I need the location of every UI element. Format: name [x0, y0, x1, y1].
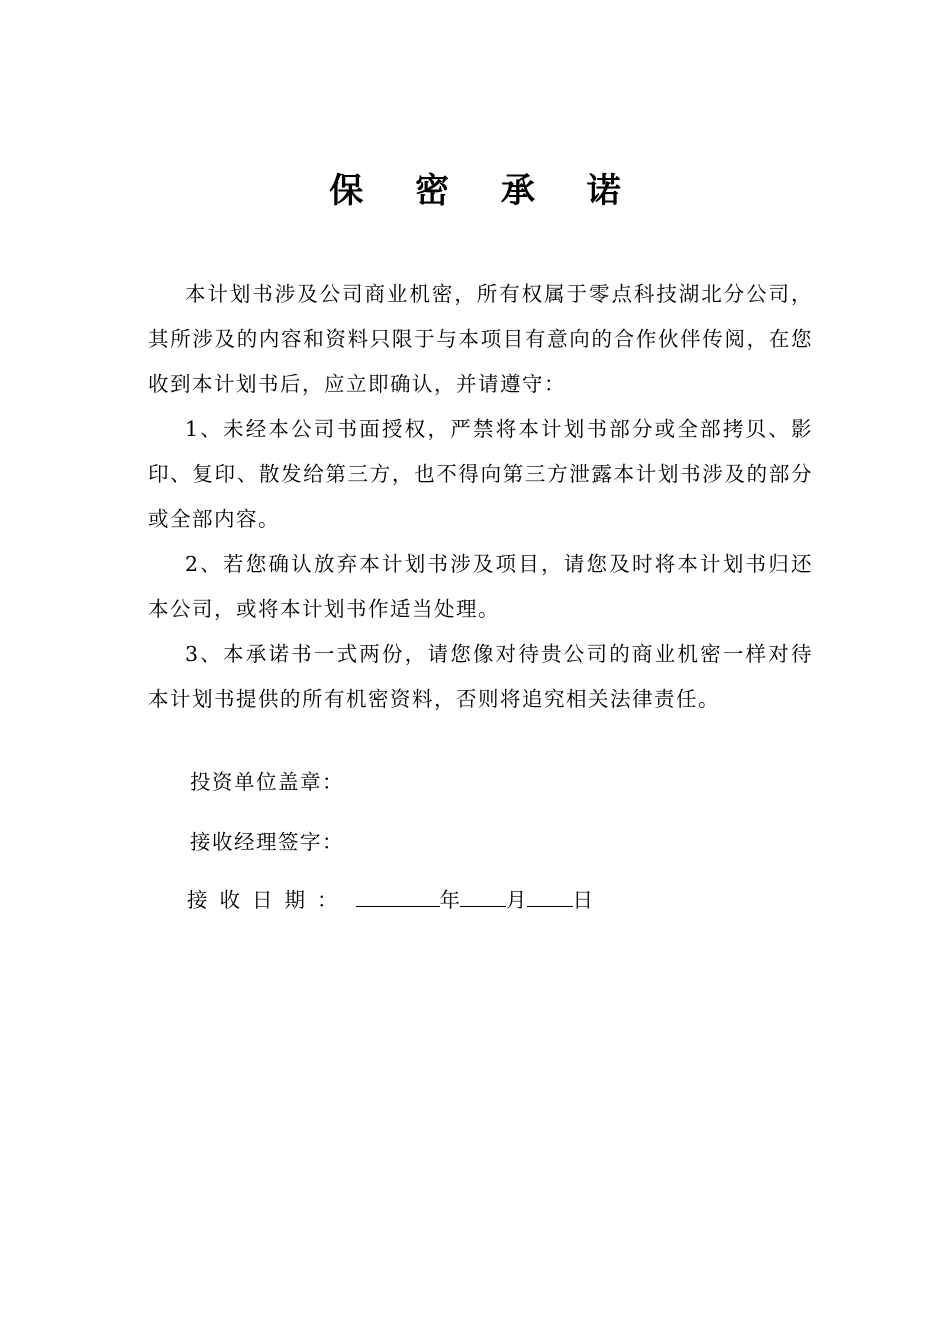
clause-3-paragraph: 3、本承诺书一式两份，请您像对待贵公司的商业机密一样对待本计划书提供的所有机密资料，否则将追究相关法律责任。: [148, 642, 813, 711]
receipt-date-line: [187, 882, 593, 918]
clause-1-paragraph: 1、未经本公司书面授权，严禁将本计划书部分或全部拷贝、影印、复印、散发给第三方，也不得向第三方泄露本计划书涉及的部分或全部内容。: [148, 417, 813, 531]
clause-2-paragraph: 2、若您确认放弃本计划书涉及项目，请您及时将本计划书归还本公司，或将本计划书作适当处理。: [148, 552, 813, 621]
month-blank: [460, 884, 506, 907]
manager-signature-label: 接收经理签字：: [190, 830, 344, 854]
day-unit: 日: [572, 888, 593, 912]
date-label: 接收日期：: [187, 888, 350, 912]
document-body: [148, 272, 813, 722]
year-unit: 年: [439, 888, 460, 912]
month-unit: 月: [506, 888, 527, 912]
day-blank: [527, 884, 573, 907]
signature-block: [190, 764, 344, 884]
year-blank: [356, 884, 440, 907]
document-title: 保 密 承 诺: [329, 171, 641, 211]
intro-paragraph: 本计划书涉及公司商业机密，所有权属于零点科技湖北分公司，其所涉及的内容和资料只限于与本项目有意向的合作伙伴传阅，在您收到本计划书后，应立即确认，并请遵守：: [148, 282, 813, 396]
seal-label: 投资单位盖章：: [190, 770, 344, 794]
